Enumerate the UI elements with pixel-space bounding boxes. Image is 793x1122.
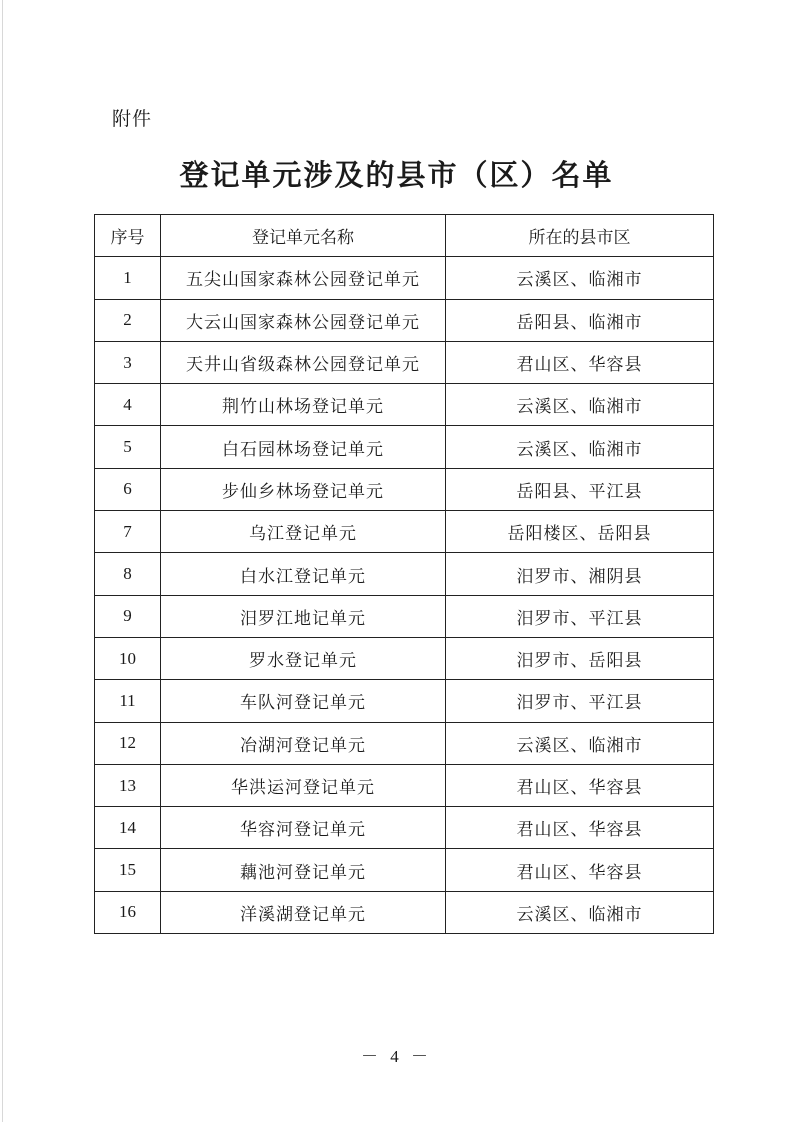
row-county-area: 云溪区、临湘市 [446,891,714,933]
row-index: 13 [95,764,161,806]
table-row [95,341,714,383]
row-index: 4 [95,384,161,426]
row-index: 8 [95,553,161,595]
table-body [95,257,714,934]
table-row [95,891,714,933]
row-index: 11 [95,680,161,722]
row-index: 9 [95,595,161,637]
row-unit-name: 五尖山国家森林公园登记单元 [161,257,446,299]
row-county-area: 岳阳县、临湘市 [446,299,714,341]
row-county-area: 云溪区、临湘市 [446,426,714,468]
row-unit-name: 白水江登记单元 [161,553,446,595]
row-unit-name: 汨罗江地记单元 [161,595,446,637]
row-index: 3 [95,341,161,383]
row-unit-name: 大云山国家森林公园登记单元 [161,299,446,341]
row-index: 5 [95,426,161,468]
row-county-area: 君山区、华容县 [446,807,714,849]
row-index: 7 [95,511,161,553]
table-row [95,849,714,891]
row-county-area: 岳阳楼区、岳阳县 [446,511,714,553]
row-county-area: 君山区、华容县 [446,764,714,806]
row-county-area: 汨罗市、岳阳县 [446,637,714,679]
row-index: 10 [95,637,161,679]
row-index: 6 [95,468,161,510]
row-unit-name: 藕池河登记单元 [161,849,446,891]
row-county-area: 君山区、华容县 [446,849,714,891]
table-row [95,764,714,806]
table-row [95,553,714,595]
attachment-label: 附件 [112,108,153,130]
table-row [95,299,714,341]
row-index: 14 [95,807,161,849]
table-row [95,257,714,299]
row-index: 16 [95,891,161,933]
table-row [95,468,714,510]
row-county-area: 岳阳县、平江县 [446,468,714,510]
row-unit-name: 华洪运河登记单元 [161,764,446,806]
row-unit-name: 罗水登记单元 [161,637,446,679]
row-unit-name: 乌江登记单元 [161,511,446,553]
header-county-area: 所在的县市区 [446,215,714,257]
table-row [95,426,714,468]
table-row [95,637,714,679]
header-index: 序号 [95,215,161,257]
row-index: 1 [95,257,161,299]
row-unit-name: 冶湖河登记单元 [161,722,446,764]
row-unit-name: 华容河登记单元 [161,807,446,849]
row-county-area: 云溪区、临湘市 [446,722,714,764]
row-unit-name: 天井山省级森林公园登记单元 [161,341,446,383]
row-county-area: 汨罗市、湘阴县 [446,553,714,595]
row-county-area: 汨罗市、平江县 [446,595,714,637]
row-index: 12 [95,722,161,764]
table-header-row [95,215,714,257]
table-row [95,807,714,849]
row-county-area: 云溪区、临湘市 [446,257,714,299]
row-county-area: 汨罗市、平江县 [446,680,714,722]
row-county-area: 君山区、华容县 [446,341,714,383]
registration-units-table [94,214,714,934]
table-row [95,680,714,722]
row-county-area: 云溪区、临湘市 [446,384,714,426]
table-row [95,384,714,426]
page-title: 登记单元涉及的县市（区）名单 [179,158,614,192]
page-number: － 4 － [361,1047,432,1066]
row-unit-name: 白石园林场登记单元 [161,426,446,468]
table-row [95,595,714,637]
table-row [95,511,714,553]
row-index: 15 [95,849,161,891]
units-table [94,214,714,934]
row-unit-name: 荆竹山林场登记单元 [161,384,446,426]
row-index: 2 [95,299,161,341]
row-unit-name: 步仙乡林场登记单元 [161,468,446,510]
header-unit-name: 登记单元名称 [161,215,446,257]
table-row [95,722,714,764]
row-unit-name: 洋溪湖登记单元 [161,891,446,933]
row-unit-name: 车队河登记单元 [161,680,446,722]
